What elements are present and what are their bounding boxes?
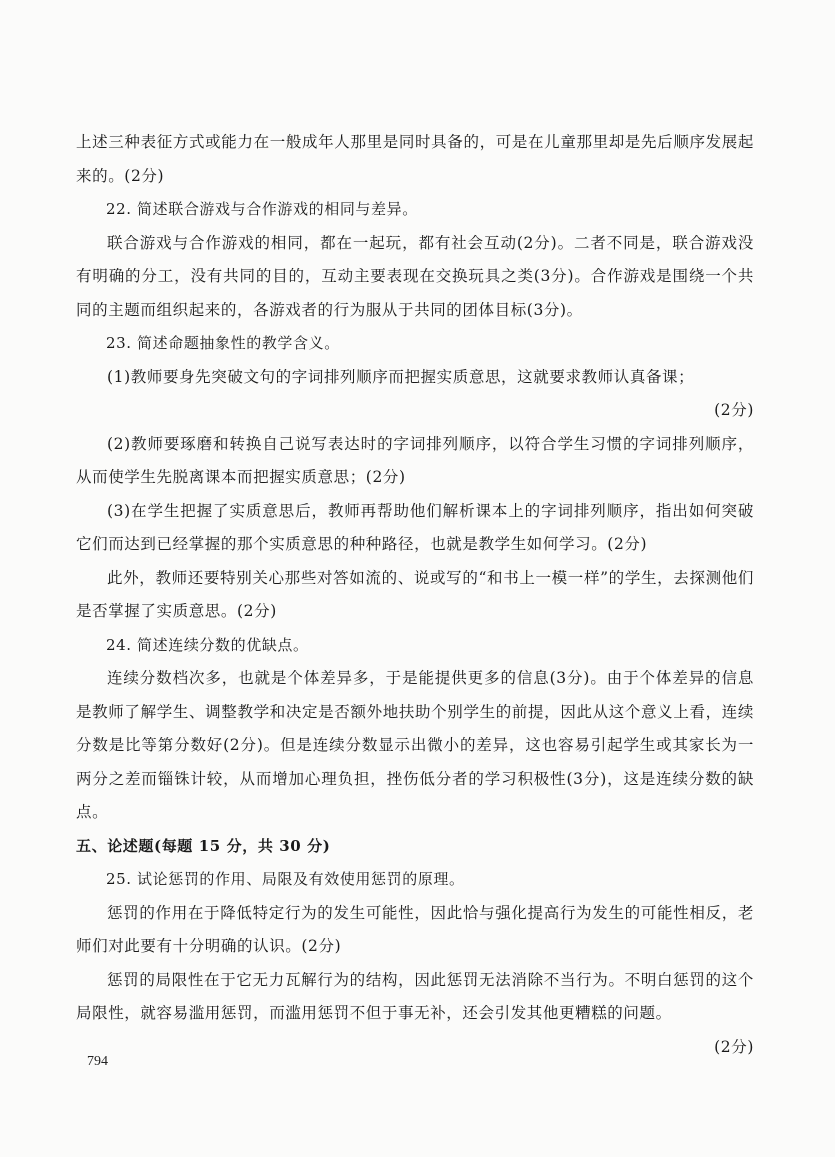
answer-23-point-1: (1)教师要身先突破文句的字词排列顺序而把握实质意思，这就要求教师认真备课；: [107, 367, 695, 386]
answer-content: [76, 126, 754, 1064]
question-22: 22. 简述联合游戏与合作游戏的相同与差异。: [106, 200, 418, 218]
answer-23-point-3: (3)在学生把握了实质意思后，教师再帮助他们解析课本上的字词排列顺序，指出如何突破它们而达到已经掌握的那个实质意思的种种路径，也就是教学生如何学习。(2分): [76, 501, 754, 553]
paragraph-continuation: 上述三种表征方式或能力在一般成年人那里是同时具备的，可是在儿童那里却是先后顺序发展起来的。(2分): [76, 133, 754, 185]
answer-23-note: 此外，教师还要特别关心那些对答如流的、说或写的“和书上一模一样”的学生，去探测他们是否掌握了实质意思。(2分): [76, 568, 754, 620]
answer-25-part-1: 惩罚的作用在于降低特定行为的发生可能性，因此恰与强化提高行为发生的可能性相反，老师们对此要有十分明确的认识。(2分): [76, 903, 754, 955]
answer-23-point-1-score: (2分): [714, 401, 754, 419]
question-25: 25. 试论惩罚的作用、局限及有效使用惩罚的原理。: [106, 870, 465, 888]
answer-24: 连续分数档次多，也就是个体差异多，于是能提供更多的信息(3分)。由于个体差异的信息是教师了解学生、调整教学和决定是否额外地扶助个别学生的前提，因此从这个意义上看，连续分数是比等第分数好(2分)。但是连续分数显示出微小的差异，这也容易引起学生或其家长为一两分之差而锱铢计较，从而增加心理负担，挫伤低分者的学习积极性(3分)，这是连续分数的缺点。: [76, 669, 754, 821]
question-23: 23. 简述命题抽象性的教学含义。: [106, 334, 340, 352]
answer-25-part-2-score: (2分): [714, 1037, 754, 1056]
answer-25-part-2: 惩罚的局限性在于它无力瓦解行为的结构，因此惩罚无法消除不当行为。不明白惩罚的这个局限性，就容易滥用惩罚，而滥用惩罚不但于事无补，还会引发其他更糟糕的问题。: [76, 970, 754, 1022]
section-heading-essay: 五、论述题(每题 15 分，共 30 分): [76, 836, 331, 855]
answer-23-point-2: (2)教师要琢磨和转换自己说写表达时的字词排列顺序，以符合学生习惯的字词排列顺序，从而使学生先脱离课本而把握实质意思；(2分): [76, 434, 754, 486]
page-number: 794: [87, 1054, 108, 1069]
answer-22: 联合游戏与合作游戏的相同，都在一起玩，都有社会互动(2分)。二者不同是，联合游戏没有明确的分工，没有共同的目的，互动主要表现在交换玩具之类(3分)。合作游戏是围绕一个共同的主题而组织起来的，各游戏者的行为服从于共同的团体目标(3分)。: [76, 233, 754, 319]
question-24: 24. 简述连续分数的优缺点。: [106, 635, 309, 654]
